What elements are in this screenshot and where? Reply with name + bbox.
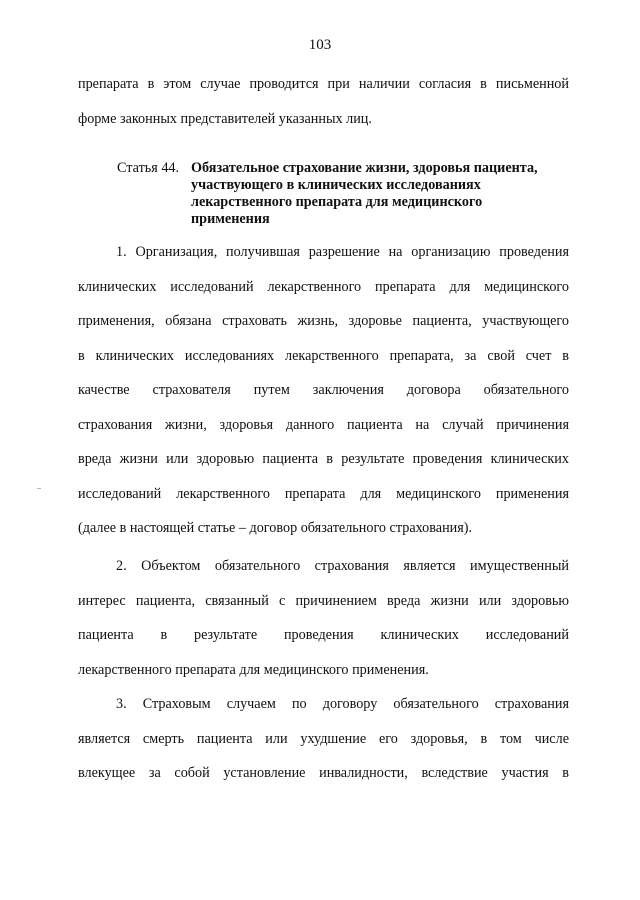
paragraph-line: пациента в результате проведения клинических исследований bbox=[78, 627, 569, 643]
paragraph-line: влекущее за собой установление инвалидности, вследствие участия в bbox=[78, 765, 569, 781]
paragraph-line: применения, обязана страховать жизнь, здоровье пациента, участвующего bbox=[78, 313, 569, 329]
intro-paragraph bbox=[78, 67, 569, 136]
paragraph-line: интерес пациента, связанный с причинением вреда жизни или здоровью bbox=[78, 592, 569, 609]
paragraph-line: лекарственного препарата для медицинского применения. bbox=[78, 661, 429, 678]
paragraph-line: исследований лекарственного препарата для медицинского применения bbox=[78, 485, 569, 502]
article-label: Статья 44. bbox=[117, 160, 180, 176]
intro-line: препарата в этом случае проводится при наличии согласия в письменной bbox=[78, 76, 569, 92]
page-number: 103 bbox=[308, 37, 332, 53]
paragraph-line: 1. Организация, получившая разрешение на организацию проведения bbox=[116, 244, 569, 260]
margin-mark bbox=[37, 488, 41, 489]
paragraph-3 bbox=[78, 687, 569, 791]
paragraph-line: клинических исследований лекарственного препарата для медицинского bbox=[78, 278, 569, 295]
paragraph-2 bbox=[78, 549, 569, 687]
paragraph-line: вреда жизни или здоровью пациента в результате проведения клинических bbox=[78, 451, 569, 467]
article-title-line: применения bbox=[191, 211, 270, 227]
article-title bbox=[191, 160, 571, 228]
paragraph-line: 3. Страховым случаем по договору обязательного страхования bbox=[116, 696, 569, 712]
paragraph-line: в клинических исследованиях лекарственного препарата, за свой счет в bbox=[78, 347, 569, 364]
article-title-line: лекарственного препарата для медицинского bbox=[191, 194, 483, 210]
paragraph-1 bbox=[78, 235, 569, 546]
article-title-line: Обязательное страхование жизни, здоровья пациента, bbox=[191, 160, 538, 176]
paragraph-line: является смерть пациента или ухудшение его здоровья, в том числе bbox=[78, 730, 569, 747]
paragraph-line: (далее в настоящей статье – договор обязательного страхования). bbox=[78, 520, 473, 536]
paragraph-line: страхования жизни, здоровья данного пациента на случай причинения bbox=[78, 416, 569, 433]
paragraph-line: качестве страхователя путем заключения договора обязательного bbox=[78, 382, 569, 398]
paragraph-line: 2. Объектом обязательного страхования является имущественный bbox=[116, 558, 569, 574]
intro-line: форме законных представителей указанных лиц. bbox=[78, 110, 372, 127]
article-title-line: участвующего в клинических исследованиях bbox=[191, 177, 481, 193]
